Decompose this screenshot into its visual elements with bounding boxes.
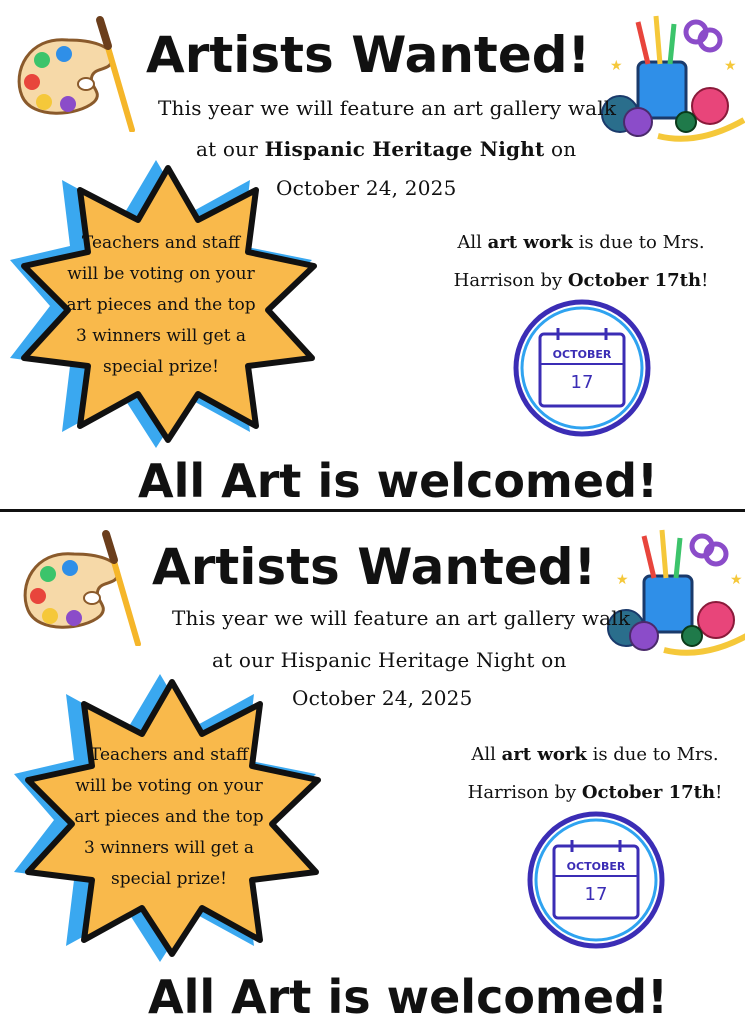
svg-text:★: ★ <box>730 572 743 588</box>
calendar-day: 17 <box>570 372 594 393</box>
art-palette-icon <box>14 526 144 646</box>
intro-line-2: at our Hispanic Heritage Night on <box>196 137 577 161</box>
intro-line-2: at our Hispanic Heritage Night on <box>212 648 567 672</box>
art-supplies-icon <box>604 524 745 664</box>
art-supplies-icon <box>598 10 745 150</box>
welcome-banner: All Art is welcomed! <box>138 454 658 508</box>
due-info: All art work is due to Mrs. Harrison by October 17th! <box>467 744 723 803</box>
art-palette-icon <box>8 12 138 132</box>
flyer-top <box>0 0 745 510</box>
flyer-bottom <box>0 514 745 1024</box>
calendar-month: OCTOBER <box>552 348 612 361</box>
flyer-title: Artists Wanted! <box>152 538 597 596</box>
event-name: Hispanic Heritage Night <box>264 137 545 161</box>
calendar-icon <box>526 810 666 950</box>
event-name: Hispanic Heritage Night <box>280 648 535 672</box>
event-date: October 24, 2025 <box>276 176 457 200</box>
svg-text:★: ★ <box>724 58 737 74</box>
voting-info: Teachers and staff will be voting on your art pieces and the top 3 winners will get a special prize! <box>74 745 264 889</box>
voting-info: Teachers and staff will be voting on your art pieces and the top 3 winners will get a special prize! <box>66 233 256 377</box>
due-info: All art work is due to Mrs. Harrison by October 17th! <box>453 232 709 291</box>
event-date: October 24, 2025 <box>292 686 473 710</box>
intro-line-1: This year we will feature an art gallery walk <box>158 96 617 120</box>
calendar-month: OCTOBER <box>566 860 626 873</box>
flyer-title: Artists Wanted! <box>146 26 591 84</box>
welcome-banner: All Art is welcomed! <box>148 970 668 1024</box>
svg-text:★: ★ <box>610 58 623 74</box>
calendar-day: 17 <box>584 884 608 905</box>
intro-line-1: This year we will feature an art gallery walk <box>172 606 631 630</box>
cut-line <box>0 509 745 512</box>
calendar-icon <box>512 298 652 438</box>
svg-text:★: ★ <box>616 572 629 588</box>
